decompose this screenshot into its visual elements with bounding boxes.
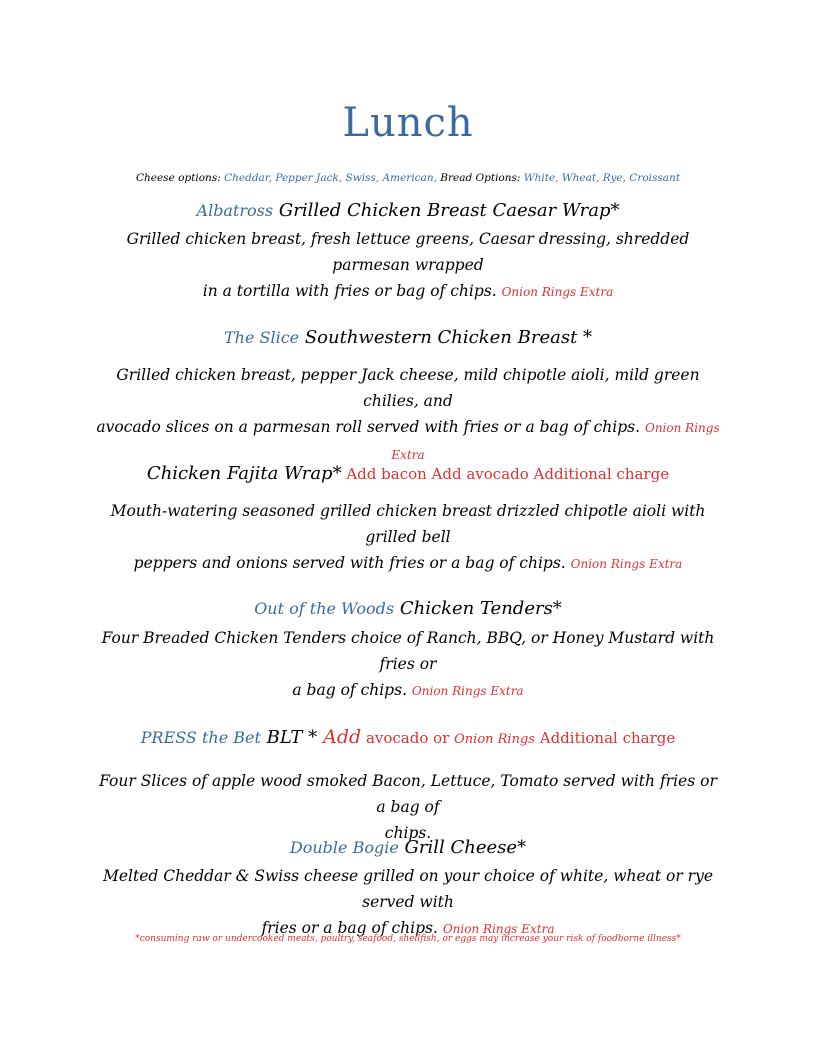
menu-item-title <box>0 463 816 484</box>
cheese-bread-options <box>0 172 816 184</box>
item-nickname: Albatross <box>196 201 274 220</box>
menu-item-title <box>0 837 816 858</box>
cheese-label: Cheese options: <box>135 172 225 184</box>
onion-rings-extra: Onion Rings Extra <box>501 285 614 299</box>
menu-item-title <box>0 200 816 221</box>
bread-values: White, Wheat, Rye, Croissant <box>523 172 681 184</box>
item-name: Chicken Tenders* <box>394 598 562 619</box>
menu-item-title <box>0 598 816 619</box>
item-nickname: PRESS the Bet <box>140 728 261 747</box>
desc-line: Four Breaded Chicken Tenders choice of Ranch, BBQ, or Honey Mustard with fries or <box>101 629 715 673</box>
onion-rings-extra: Onion Rings Extra <box>391 421 720 462</box>
menu-item-description <box>96 226 720 305</box>
desc-line: fries or a bag of chips. <box>261 919 443 937</box>
menu-item-description <box>96 863 720 942</box>
item-addon: avocado or <box>361 729 455 747</box>
menu-item-description <box>96 498 720 577</box>
cheese-values: Cheddar, Pepper Jack, Swiss, American, <box>224 172 437 184</box>
menu-item-title <box>0 327 816 348</box>
onion-rings-option: Onion Rings <box>454 732 535 747</box>
onion-rings-extra: Onion Rings Extra <box>442 922 555 936</box>
desc-line: Grilled chicken breast, pepper Jack cheese, mild chipotle aioli, mild green chilies, and <box>116 366 700 410</box>
item-name: Southwestern Chicken Breast * <box>299 327 593 348</box>
bread-label: Bread Options: <box>436 172 524 184</box>
menu-item-title <box>0 726 816 748</box>
desc-line: Melted Cheddar & Swiss cheese grilled on your choice of white, wheat or rye served with <box>102 867 714 911</box>
item-addon-charge: Additional charge <box>534 729 676 747</box>
onion-rings-extra: Onion Rings Extra <box>411 684 524 698</box>
desc-line: a bag of chips. <box>292 681 412 699</box>
desc-line: peppers and onions served with fries or a bag of chips. <box>133 554 571 572</box>
item-nickname: The Slice <box>223 328 300 347</box>
item-nickname: Out of the Woods <box>254 599 395 618</box>
menu-item-description <box>96 362 720 468</box>
item-add-label: Add <box>317 726 362 748</box>
desc-line: in a tortilla with fries or bag of chips. <box>202 282 502 300</box>
item-name: Chicken Fajita Wrap* <box>146 463 342 484</box>
item-name: Grill Cheese* <box>398 837 527 858</box>
onion-rings-extra: Onion Rings Extra <box>570 557 683 571</box>
desc-line: Four Slices of apple wood smoked Bacon, Lettuce, Tomato served with fries or a bag of <box>99 772 717 816</box>
item-name: BLT * <box>260 727 318 748</box>
item-addon: Add bacon Add avocado Additional charge <box>341 465 670 483</box>
foodborne-illness-disclaimer: *consuming raw or undercooked meats, poultry, seafood, shellfish, or eggs may increase your risk of foodborne illness* <box>135 934 681 944</box>
desc-line: Mouth-watering seasoned grilled chicken breast drizzled chipotle aioli with grilled bell <box>110 502 706 546</box>
desc-line: avocado slices on a parmesan roll served with fries or a bag of chips. <box>96 418 645 436</box>
desc-line: chips. <box>384 824 432 842</box>
desc-line: Grilled chicken breast, fresh lettuce greens, Caesar dressing, shredded parmesan wrapped <box>126 230 690 274</box>
item-nickname: Double Bogie <box>289 838 399 857</box>
menu-item-description <box>96 768 720 846</box>
page-title: Lunch <box>342 100 474 146</box>
item-name: Grilled Chicken Breast Caesar Wrap* <box>273 200 620 221</box>
menu-item-description <box>96 625 720 704</box>
